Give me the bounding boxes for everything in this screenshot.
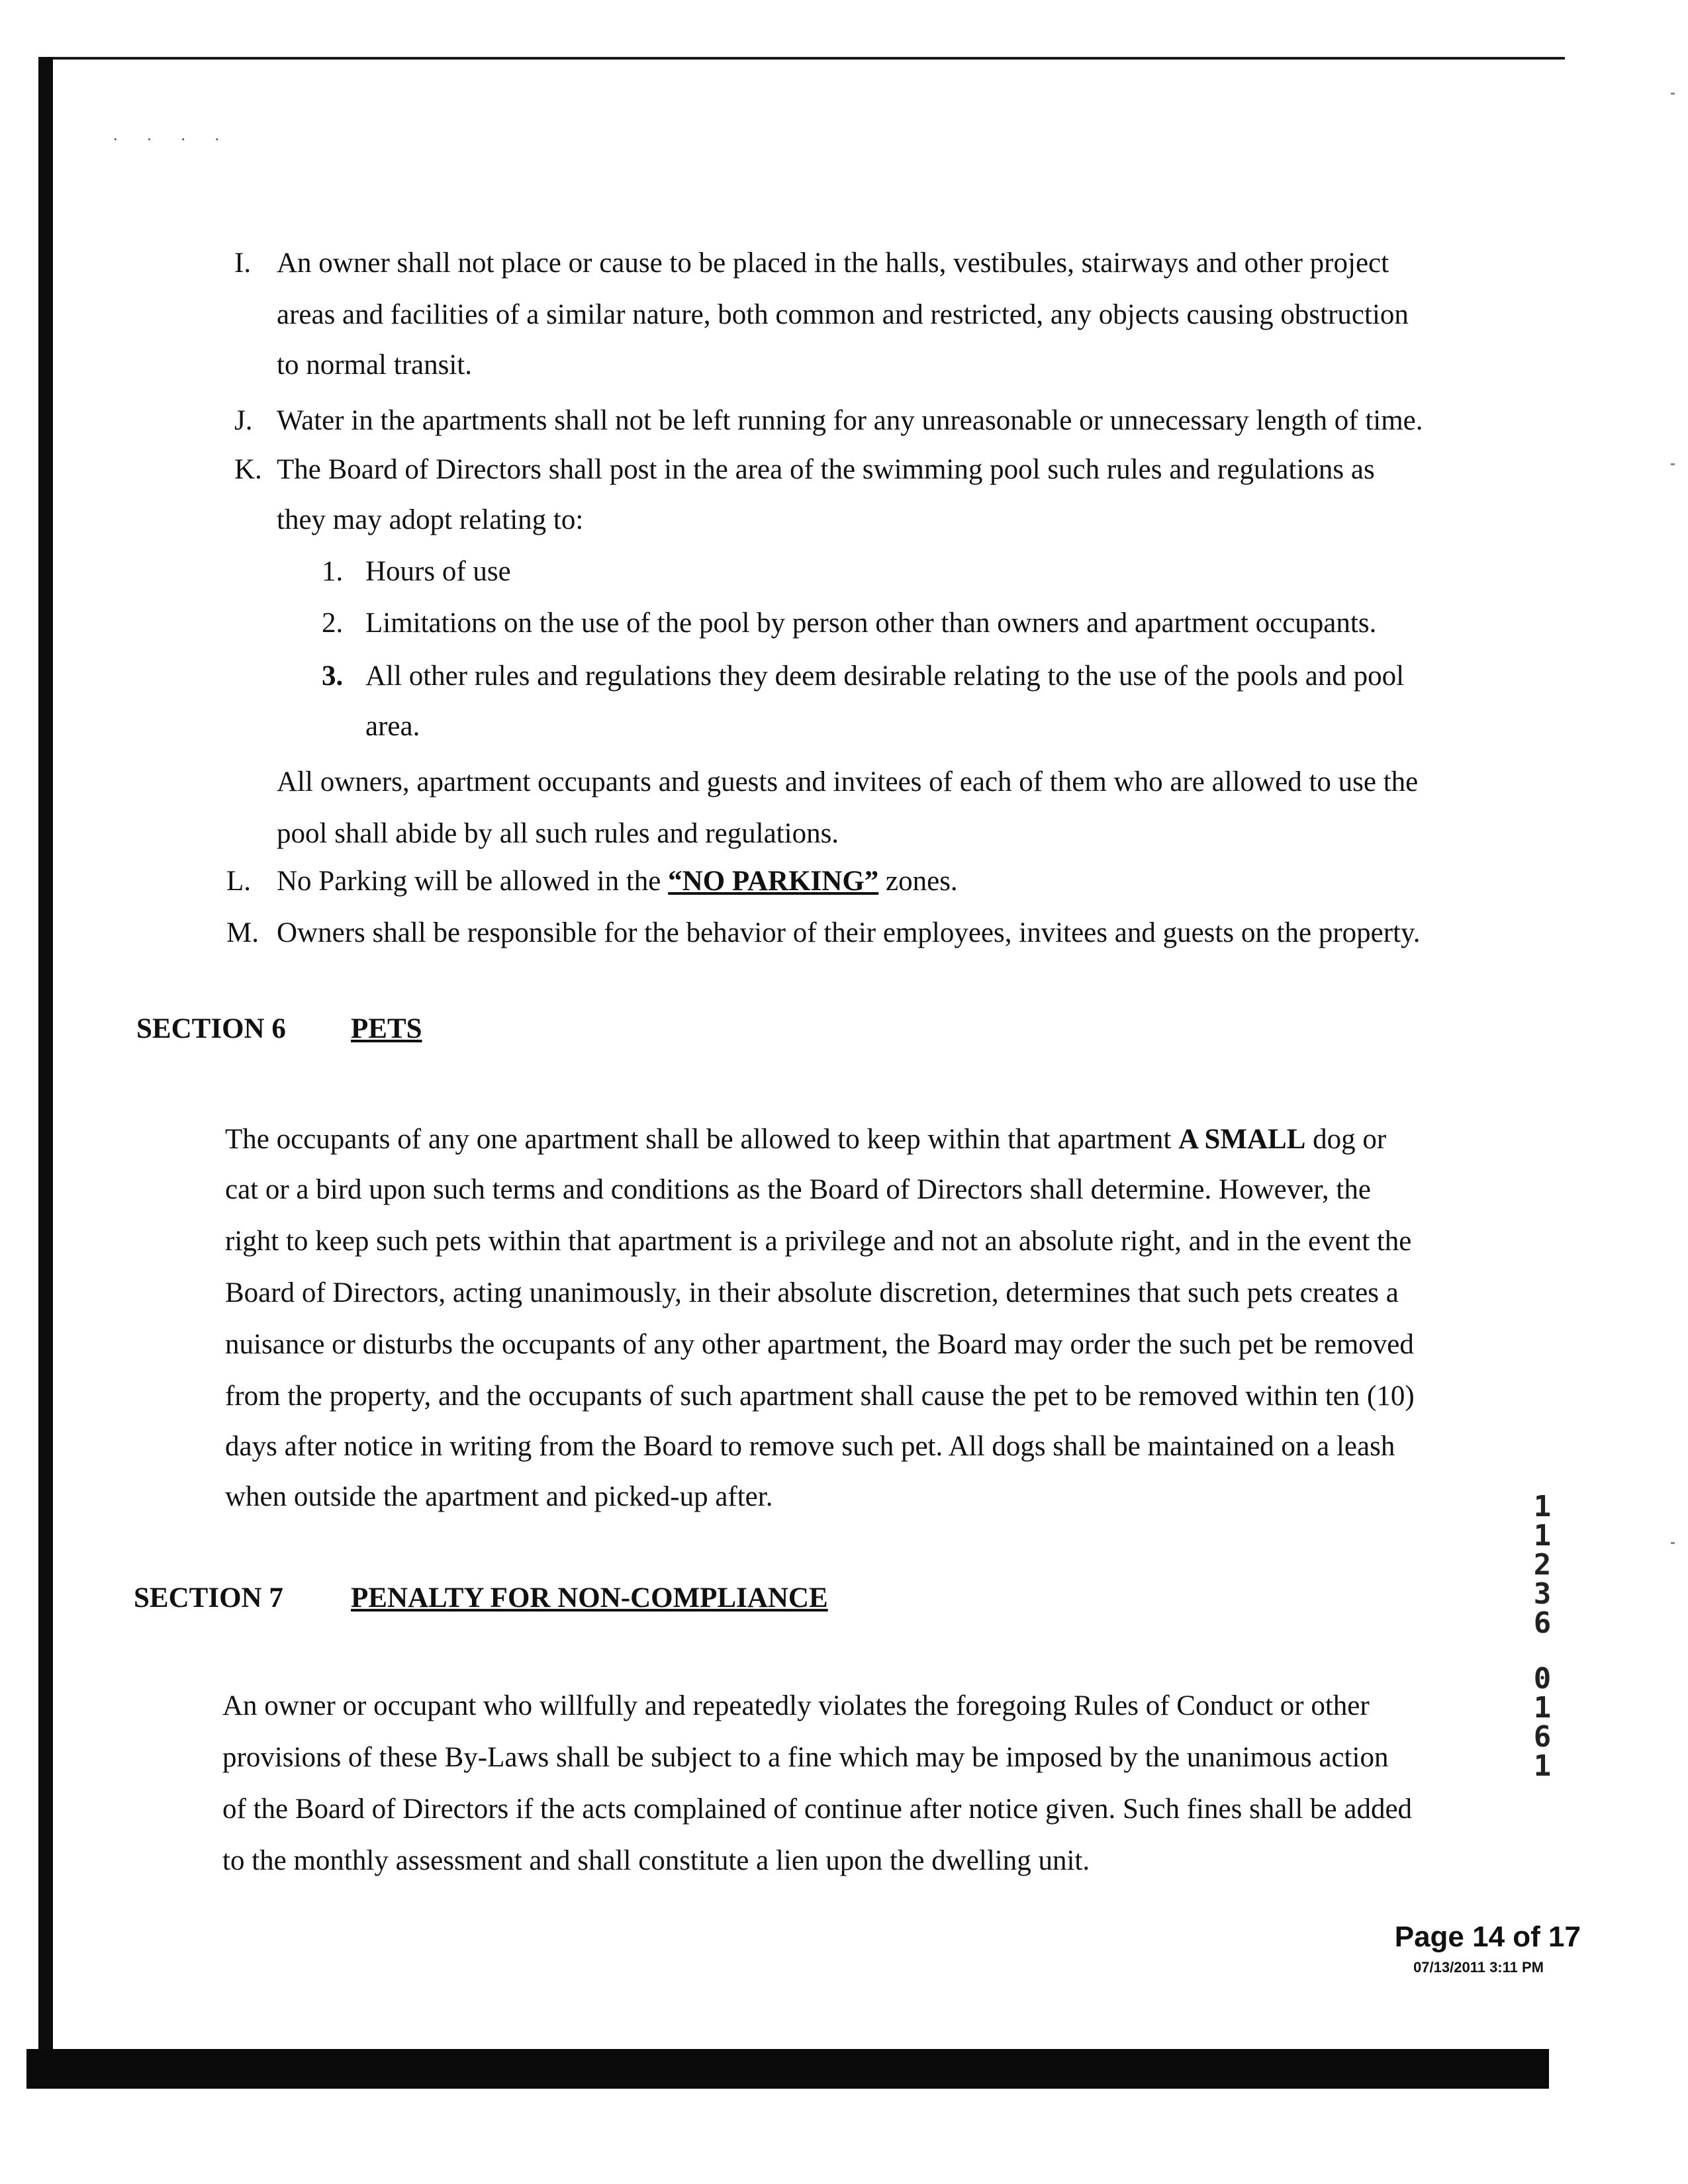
a-small-emphasis: A SMALL [1178, 1124, 1306, 1155]
stamp-digit: 6 [1533, 1606, 1552, 1640]
item-i-line-2: areas and facilities of a similar nature, both common and restricted, any objects causing obstruction [277, 299, 1409, 330]
recording-stamp [1523, 1492, 1562, 1781]
stamp-digit: 3 [1533, 1577, 1552, 1611]
stamp-digit: 1 [1533, 1490, 1552, 1524]
item-j-text: Water in the apartments shall not be left running for any unreasonable or unnecessary length of time. [277, 405, 1423, 436]
print-timestamp: 07/13/2011 3:11 PM [1413, 1959, 1544, 1976]
item-k-sub-2-label: 2. [322, 608, 344, 639]
scan-specks: · · · · [113, 130, 232, 149]
pets-line-1-before: The occupants of any one apartment shall be allowed to keep within that apartment [225, 1124, 1179, 1155]
item-i-line-1: An owner shall not place or cause to be placed in the halls, vestibules, stairways and other project [277, 248, 1389, 279]
scan-border-top [38, 57, 1565, 60]
item-k-after-line-1: All owners, apartment occupants and guests and invitees of each of them who are allowed to use the [277, 766, 1419, 797]
no-parking-emphasis: “NO PARKING” [668, 866, 879, 897]
scan-border-left [38, 57, 53, 2075]
item-k-line-1: The Board of Directors shall post in the area of the swimming pool such rules and regulations as [277, 454, 1375, 485]
item-m-text: Owners shall be responsible for the behavior of their employees, invitees and guests on the property. [277, 917, 1421, 948]
item-k-sub-1-label: 1. [322, 556, 344, 587]
item-i-label: I. [234, 248, 252, 279]
item-k-sub-3-label: 3. [322, 660, 344, 692]
page-number: Page 14 of 17 [1394, 1921, 1581, 1953]
item-l-after: zones. [878, 866, 958, 897]
item-j-label: J. [234, 405, 253, 436]
pets-paragraph-line-2: cat or a bird upon such terms and conditions as the Board of Directors shall determine. However, the [225, 1174, 1371, 1205]
item-l-label: L. [226, 866, 252, 897]
section-6-title: PETS [351, 1013, 422, 1044]
pets-paragraph-line-1 [225, 1122, 1386, 1157]
stamp-digit: 6 [1533, 1720, 1552, 1754]
stamp-digit: 2 [1533, 1548, 1552, 1582]
stamp-digit: 0 [1533, 1662, 1552, 1696]
item-k-sub-1-text: Hours of use [365, 556, 511, 587]
section-7-number: SECTION 7 [134, 1582, 283, 1614]
scan-edge-mark [1671, 93, 1675, 95]
section-6-number: SECTION 6 [136, 1013, 286, 1044]
penalty-paragraph-line-1: An owner or occupant who willfully and repeatedly violates the foregoing Rules of Conduct or other [222, 1690, 1370, 1721]
stamp-digit: 1 [1533, 1519, 1552, 1553]
item-i-line-3: to normal transit. [277, 349, 472, 381]
pets-paragraph-line-4: Board of Directors, acting unanimously, in their absolute discretion, determines that such pets creates a [225, 1277, 1399, 1308]
item-l-text [277, 864, 958, 899]
pets-line-1-after: dog or [1305, 1124, 1387, 1155]
item-k-label: K. [234, 454, 262, 485]
item-k-sub-3-line-2: area. [365, 711, 420, 742]
item-m-label: M. [226, 917, 259, 948]
section-7-title: PENALTY FOR NON-COMPLIANCE [351, 1582, 828, 1614]
stamp-digit: 1 [1533, 1749, 1552, 1783]
pets-paragraph-line-7: days after notice in writing from the Board to remove such pet. All dogs shall be maintained on a leash [225, 1431, 1395, 1462]
penalty-paragraph-line-4: to the monthly assessment and shall constitute a lien upon the dwelling unit. [222, 1845, 1090, 1876]
stamp-digit: 1 [1533, 1691, 1552, 1725]
item-k-sub-3-line-1: All other rules and regulations they deem desirable relating to the use of the pools and pool [365, 660, 1405, 692]
scan-edge-mark [1671, 1542, 1675, 1544]
pets-paragraph-line-5: nuisance or disturbs the occupants of any other apartment, the Board may order the such pet be removed [225, 1329, 1414, 1360]
item-k-sub-2-text: Limitations on the use of the pool by person other than owners and apartment occupants. [365, 608, 1377, 639]
scan-border-bottom [26, 2049, 1549, 2089]
pets-paragraph-line-6: from the property, and the occupants of such apartment shall cause the pet to be removed within ten (10) [225, 1381, 1415, 1412]
scan-edge-mark [1671, 463, 1675, 465]
penalty-paragraph-line-3: of the Board of Directors if the acts complained of continue after notice given. Such fines shall be added [222, 1794, 1413, 1825]
item-k-line-2: they may adopt relating to: [277, 504, 584, 535]
pets-paragraph-line-8: when outside the apartment and picked-up after. [225, 1481, 773, 1512]
item-l-before: No Parking will be allowed in the [277, 866, 669, 897]
pets-paragraph-line-3: right to keep such pets within that apartment is a privilege and not an absolute right, and in the event the [225, 1226, 1412, 1257]
item-k-after-line-2: pool shall abide by all such rules and regulations. [277, 818, 839, 849]
penalty-paragraph-line-2: provisions of these By-Laws shall be subject to a fine which may be imposed by the unanimous action [222, 1742, 1389, 1773]
